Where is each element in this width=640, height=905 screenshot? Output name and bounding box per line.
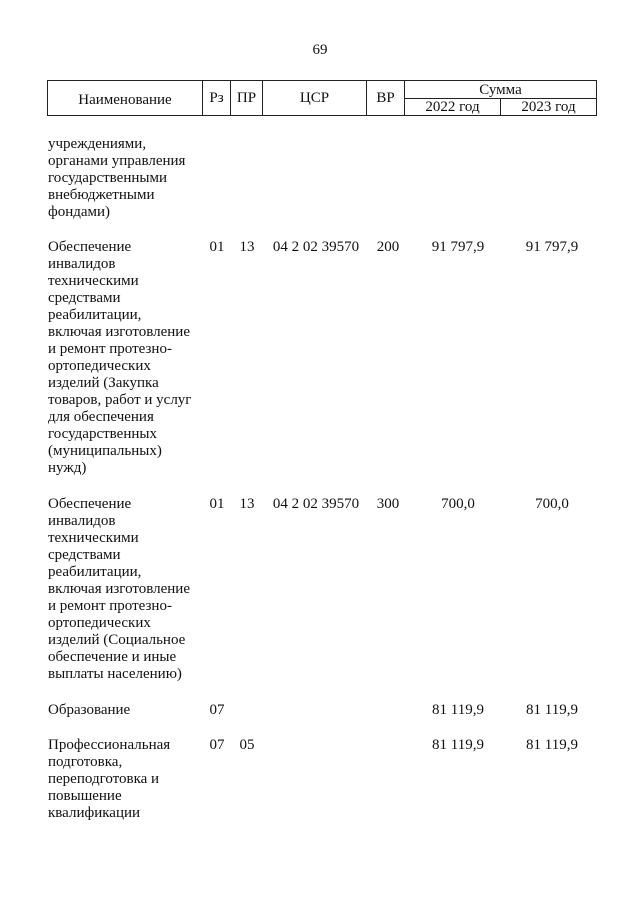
row-name-line: включая изготовление — [48, 581, 190, 597]
row-name-line: средствами — [48, 547, 121, 563]
row-rz: 01 — [209, 496, 225, 512]
row-vr: 300 — [376, 496, 400, 512]
row-sum-2023: 81 119,9 — [526, 702, 578, 718]
row-name-line: инвалидов — [48, 256, 116, 272]
row-pr: 05 — [239, 737, 255, 753]
row-name-line: внебюджетными — [48, 187, 155, 203]
row-name-line: изделий (Закупка — [48, 375, 159, 391]
row-name-line: ортопедических — [48, 615, 151, 631]
row-sum-2022: 700,0 — [441, 496, 475, 512]
row-name-line: включая изготовление — [48, 324, 190, 340]
row-name-line: государственными — [48, 170, 167, 186]
row-name-line: товаров, работ и услуг — [48, 392, 192, 408]
row-name — [48, 239, 200, 477]
row-name-line: квалификации — [48, 805, 141, 821]
row-rz: 07 — [209, 702, 225, 718]
row-name-line: техническими — [48, 530, 139, 546]
row-name — [48, 136, 200, 221]
row-name-line: средствами — [48, 290, 121, 306]
row-name-line: ортопедических — [48, 358, 151, 374]
table-row — [47, 496, 607, 683]
table-body — [47, 132, 607, 822]
row-name-line: выплаты населению) — [48, 666, 182, 682]
row-name — [48, 702, 200, 719]
row-rz: 07 — [209, 737, 225, 753]
row-name — [48, 496, 200, 683]
row-name-line: Профессиональная — [48, 737, 171, 753]
table-row — [47, 136, 607, 221]
row-name-line: фондами) — [48, 204, 111, 220]
row-csr: 04 2 02 39570 — [272, 496, 360, 512]
row-name-line: нужд) — [48, 460, 87, 476]
row-name — [48, 737, 200, 822]
row-name-line: реабилитации, — [48, 307, 142, 323]
row-name-line: реабилитации, — [48, 564, 142, 580]
header-name: Наименование — [48, 81, 203, 116]
row-sum-2022: 91 797,9 — [431, 239, 485, 255]
row-csr: 04 2 02 39570 — [272, 239, 360, 255]
row-name-line: Обеспечение — [48, 239, 132, 255]
row-name-line: Обеспечение — [48, 496, 132, 512]
row-name-line: инвалидов — [48, 513, 116, 529]
row-name-line: Образование — [48, 702, 131, 718]
row-name-line: (муниципальных) — [48, 443, 162, 459]
header-csr: ЦСР — [263, 81, 367, 116]
header-rz: Рз — [203, 81, 231, 116]
table-row — [47, 702, 607, 719]
row-name-line: техническими — [48, 273, 139, 289]
row-sum-2023: 81 119,9 — [526, 737, 578, 753]
row-name-line: переподготовка и — [48, 771, 160, 787]
header-sum: Сумма — [405, 81, 597, 99]
row-sum-2023: 700,0 — [535, 496, 569, 512]
row-rz: 01 — [209, 239, 225, 255]
row-sum-2022: 81 119,9 — [432, 702, 484, 718]
header-pr: ПР — [231, 81, 263, 116]
row-name-line: и ремонт протезно- — [48, 341, 172, 357]
row-pr: 13 — [239, 239, 255, 255]
row-sum-2023: 91 797,9 — [525, 239, 579, 255]
row-vr: 200 — [376, 239, 400, 255]
row-name-line: подготовка, — [48, 754, 123, 770]
table-row — [47, 239, 607, 477]
row-pr: 13 — [239, 496, 255, 512]
header-year-2023: 2023 год — [501, 99, 597, 116]
table-header — [47, 80, 597, 116]
row-name-line: учреждениями, — [48, 136, 147, 152]
row-name-line: обеспечение и иные — [48, 649, 177, 665]
row-name-line: органами управления — [48, 153, 186, 169]
table-row — [47, 737, 607, 822]
row-name-line: изделий (Социальное — [48, 632, 186, 648]
row-name-line: для обеспечения — [48, 409, 154, 425]
row-sum-2022: 81 119,9 — [432, 737, 484, 753]
row-name-line: повышение — [48, 788, 122, 804]
header-vr: ВР — [367, 81, 405, 116]
page-number: 69 — [312, 42, 328, 58]
header-year-2022: 2022 год — [405, 99, 501, 116]
row-name-line: и ремонт протезно- — [48, 598, 172, 614]
row-name-line: государственных — [48, 426, 157, 442]
